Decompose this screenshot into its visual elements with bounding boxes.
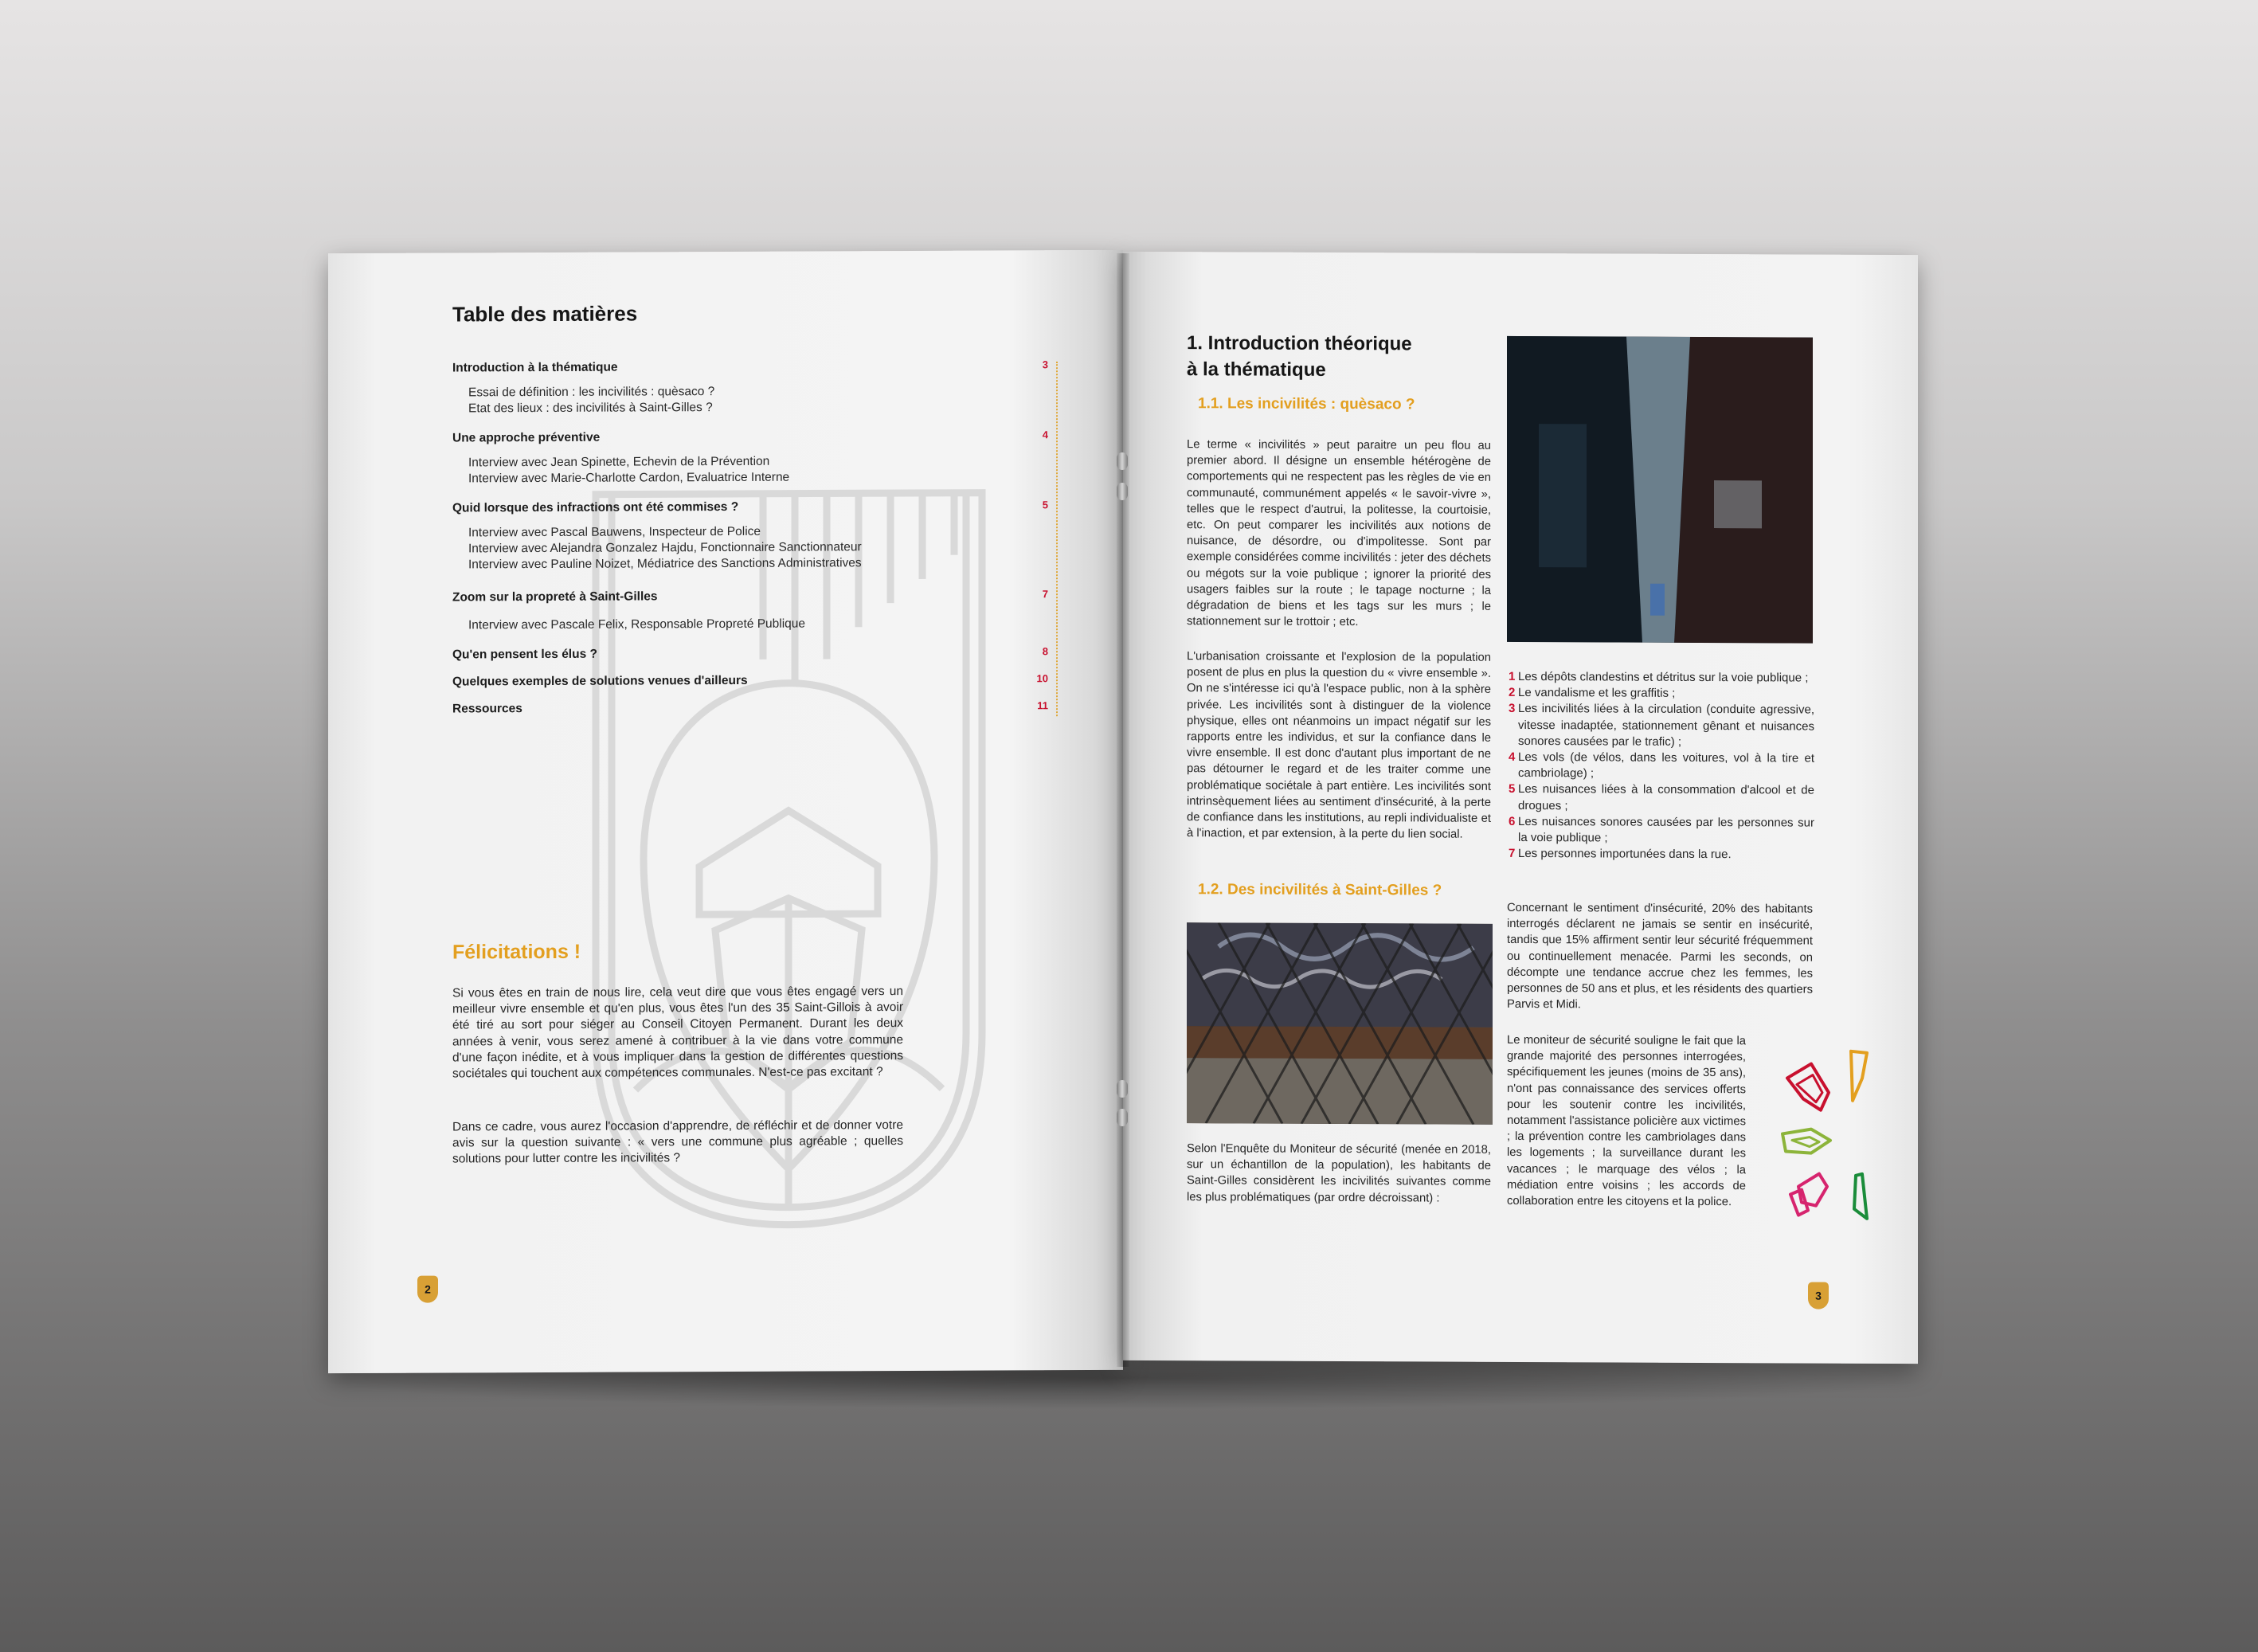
toc-page-number: 3 [1042,358,1048,371]
toc-entry[interactable] [452,358,1048,375]
toc-page-number: 11 [1037,699,1048,712]
toc-entry-title: Quelques exemples de solutions venues d'ailleurs [452,673,748,689]
section-heading-line-2: à la thématique [1187,358,1326,381]
list-item: 3 Les incivilités liées à la circulation (conduite agressive, vitesse inadaptée, stationnement gênant et nuisances sonores causées par le trafic) ; [1509,702,1814,749]
paragraph-definition: Le terme « incivilités » peut paraitre un peu flou au premier abord. Il désigne un ensemble hétérogène de comportements qui ne respectent pas les règles de vie en communauté, communément appelés « le savoir-vivre », telles que le respect d'autrui, la politesse, la courtoisie, etc. On peut comparer les incivilités aux notions de nuisance, de désordre, ou d'impolitesse. Sont par exemple considérées comme incivilités : jeter des déchets ou mégots sur la voie publique ; ignorer la priorité des usagers faibles sur la route ; le tapage nocturne ; la dégradation de biens et les tags sur les murs ; le stationnement sur le trottoir ; etc. [1187,438,1491,629]
toc-page-number: 8 [1042,645,1048,658]
graffiti-fence-photo [1187,922,1493,1125]
list-item: 2 Le vandalisme et les graffitis ; [1509,686,1676,701]
toc-sub-entry[interactable]: Etat des lieux : des incivilités à Saint-Gilles ? [468,401,713,416]
shield-fragments-icon [1779,1046,1883,1246]
toc-entry-title: Introduction à la thématique [452,360,618,375]
list-item: 5 Les nuisances liées à la consommation d'alcool et de drogues ; [1509,782,1814,812]
toc-sub-entry[interactable]: Interview avec Jean Spinette, Echevin de la Prévention [468,454,770,470]
toc-sub-entry[interactable]: Essai de définition : les incivilités : quèsaco ? [468,385,715,400]
fence-photo-art [1187,922,1493,1125]
right-page [1123,252,1918,1364]
paragraph-survey: Selon l'Enquête du Moniteur de sécurité (menée en 2018, sur un échantillon de la population), les habitants de Saint-Gilles considèrent les incivilités suivantes comme les plus problématiques (par ordre décroissant) : [1187,1142,1491,1205]
subsection-heading-2: 1.2. Des incivilités à Saint-Gilles ? [1198,881,1442,899]
toc-entry-title: Zoom sur la propreté à Saint-Gilles [452,589,658,605]
toc-entry-title: Qu'en pensent les élus ? [452,647,597,662]
section-heading [1187,330,1412,383]
toc-sub-entry[interactable]: Interview avec Marie-Charlotte Cardon, Evaluatrice Interne [468,470,790,486]
paragraph-insecurity: Concernant le sentiment d'insécurité, 20% des habitants interrogés déclarent ne jamais se sentir en insécurité, tandis que 15% affirment sentir leur sécurité fréquemment ou continuellement menacée. Parmi les seconds, on décompte une tendance accrue chez les femmes, les personnes de 50 ans et plus, et les résidents des quartiers Parvis et Midi. [1507,901,1813,1012]
toc-entry[interactable] [452,699,1048,716]
section-heading-line-1: 1. Introduction théorique [1187,332,1412,355]
paragraph-urbanisation: L'urbanisation croissante et l'explosion de la population posent de plus en plus la question du « vivre ensemble ». On ne s'intéresse ici qu'à l'espace public, non à la sphère privée. Les incivilités sont à distinguer de la violence physique, elles ont néanmoins un impact négatif sur les rapports entre les individus, et sur la confiance dans le vivre ensemble. Il est donc d'autant plus important de ne pas détourner le regard et de les traiter comme une problématique sociétale à part entière. Les incivilités sont intrinsèquement liées au sentiment d'insécurité, à la perte de confiance dans les institutions, au repli individualiste et à l'inaction, et par extension, à la perte du lien social. [1187,650,1491,841]
subsection-heading-1: 1.1. Les incivilités : quèsaco ? [1198,395,1415,413]
toc-title: Table des matières [452,301,638,327]
staple [1117,1080,1128,1098]
toc-entry[interactable] [452,499,1048,515]
toc-sub-entry[interactable]: Interview avec Pascal Bauwens, Inspecteur de Police [468,524,761,540]
toc-page-number: 7 [1042,588,1048,601]
toc-entry[interactable] [452,588,1048,605]
paragraph-monitor: Le moniteur de sécurité souligne le fait que la grande majorité des personnes interrogées, spécifiquement les jeunes (moins de 35 ans), n'ont pas connaissance des services offerts pour les soutenir contre les incivilités, notamment l'assistance policière aux victimes ; la prévention contre les cambriolages dans les logements ; la surveillance durant les vacances ; le marquage des vélos ; la médiation entre voisins ; les accords de collaboration entre les citoyens et la police. [1507,1033,1746,1209]
toc-sub-entry[interactable]: Interview avec Pauline Noizet, Médiatrice des Sanctions Administratives [468,556,862,572]
page-number-badge: 2 [417,1276,438,1303]
list-item: 1 Les dépôts clandestins et détritus sur la voie publique ; [1509,669,1809,685]
congrats-heading: Félicitations ! [452,940,581,964]
toc-dotted-divider [1056,362,1058,716]
book-spine [1117,253,1129,1367]
toc-entry[interactable] [452,429,1048,445]
list-item: 7 Les personnes importunées dans la rue. [1509,847,1732,862]
toc-page-number: 5 [1042,499,1048,511]
congrats-paragraph-2: Dans ce cadre, vous aurez l'occasion d'apprendre, de réfléchir et de donner votre avis sur la question suivante : « vers une commune plus agréable ; quelles solutions pour lutter contre les incivilités ? [452,1118,903,1166]
staple [1117,452,1128,470]
list-item: 6 Les nuisances sonores causées par les personnes sur la voie publique ; [1509,814,1814,845]
page-number-badge: 3 [1808,1282,1829,1309]
alley-photo [1507,336,1813,644]
staple [1117,483,1128,500]
toc-sub-entry[interactable]: Interview avec Alejandra Gonzalez Hajdu, Fonctionnaire Sanctionnateur [468,540,862,556]
toc-entry[interactable] [452,645,1048,662]
list-item: 4 Les vols (de vélos, dans les voitures, vol à la tire et cambriolage) ; [1509,750,1814,781]
toc-entry-title: Quid lorsque des infractions ont été commises ? [452,499,739,515]
toc-entry-title: Une approche préventive [452,430,601,445]
toc-page-number: 4 [1042,429,1048,441]
left-page [328,250,1123,1373]
staple [1117,1109,1128,1126]
alley-photo-art [1507,336,1813,644]
toc-sub-entry[interactable]: Interview avec Pascale Felix, Responsable Propreté Publique [468,617,806,632]
toc-entry-title: Ressources [452,702,522,716]
problem-list [1509,669,1814,863]
congrats-paragraph-1: Si vous êtes en train de nous lire, cela veut dire que vous êtes engagé vers un meilleur vivre ensemble et qu'en plus, vous êtes l'un des 35 Saint-Gillois à avoir été tiré au sort pour siéger au Conseil Citoyen Permanent. Durant les deux années à venir, vous serez amené à contribuer à la vie dans votre commune d'une façon inédite, et à vous impliquer dans la gestion de différentes questions sociétales qui touchent aux compétences communales. N'est-ce pas excitant ? [452,985,903,1081]
toc-page-number: 10 [1036,672,1048,685]
toc-entry[interactable] [452,672,1048,689]
